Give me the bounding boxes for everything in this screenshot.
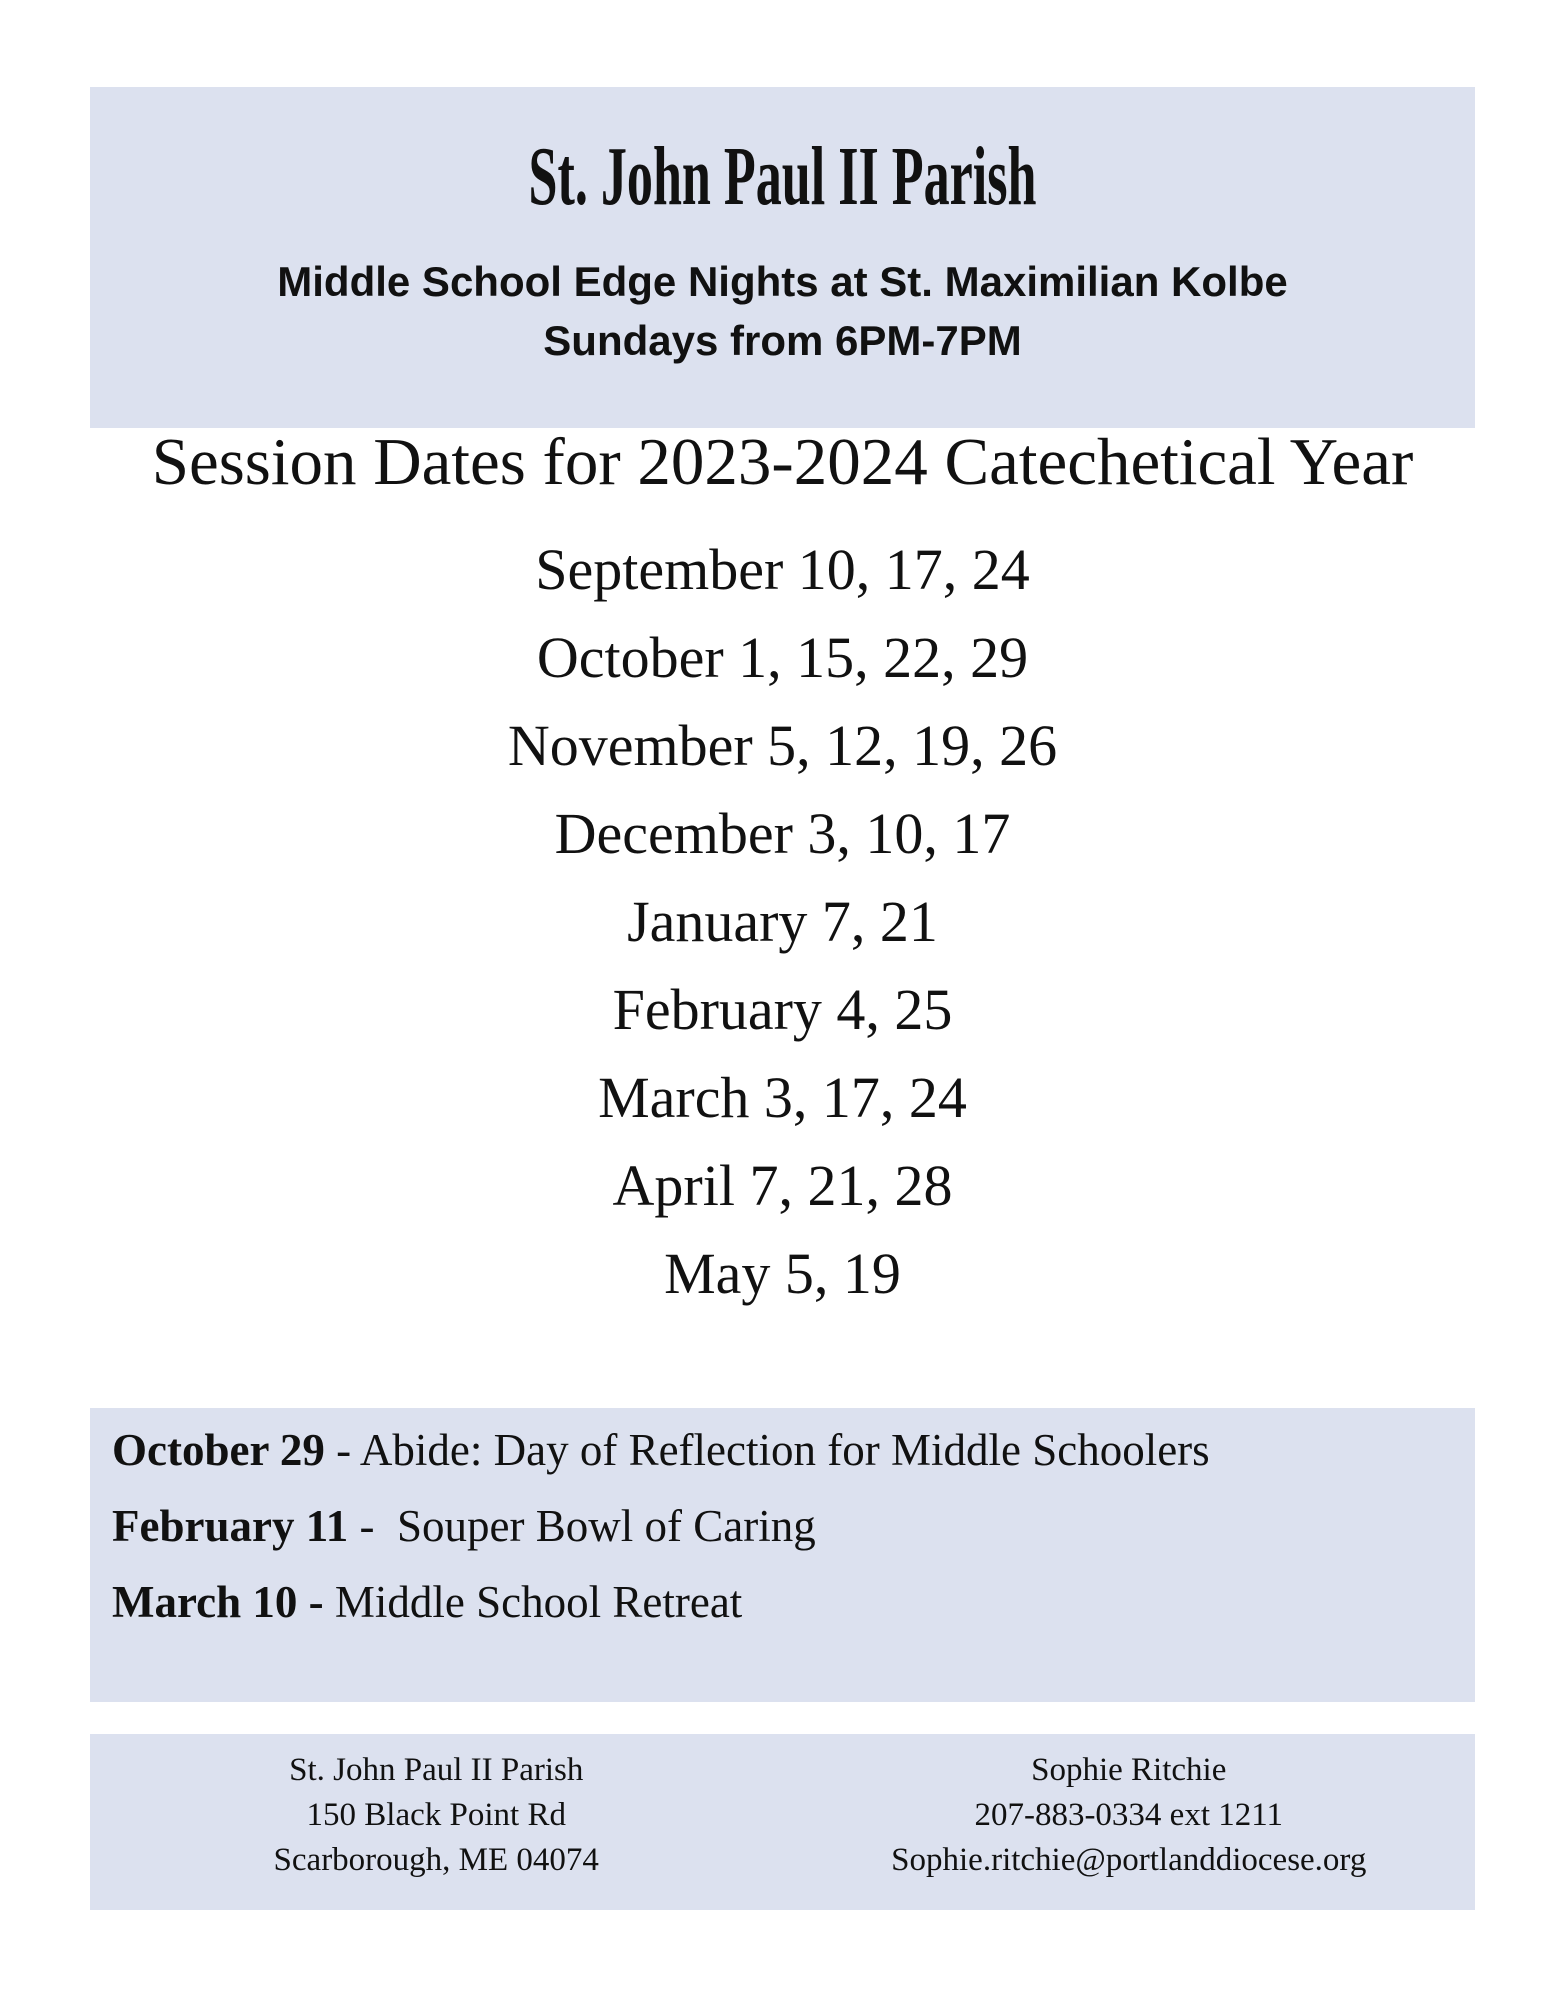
- event-date: October 29: [112, 1425, 325, 1475]
- event-separator: [324, 1577, 335, 1627]
- event-description: Abide: Day of Reflection for Middle Schoolers: [359, 1425, 1210, 1475]
- event-separator: -: [324, 1425, 360, 1475]
- session-date-line: March 3, 17, 24: [598, 1065, 967, 1130]
- session-dates-heading: Session Dates for 2023-2024 Catechetical Year: [151, 425, 1414, 499]
- footer-email-address: Sophie.ritchie@portlanddiocese.org: [891, 1842, 1367, 1878]
- footer-contact-name: Sophie Ritchie: [1031, 1752, 1227, 1788]
- session-date-line: May 5, 19: [664, 1241, 901, 1306]
- event-separator: -: [348, 1501, 397, 1551]
- event-date: March 10 -: [112, 1577, 324, 1627]
- session-date-line: January 7, 21: [627, 889, 938, 954]
- header-subtitle-line2: Sundays from 6PM-7PM: [543, 317, 1022, 364]
- session-date-line: February 4, 25: [612, 977, 953, 1042]
- footer-contact-column: [783, 1734, 1476, 1910]
- session-date-line: December 3, 10, 17: [554, 801, 1011, 866]
- header-banner: [90, 87, 1475, 428]
- special-events-box: [90, 1408, 1475, 1702]
- session-date-line: November 5, 12, 19, 26: [507, 713, 1058, 778]
- footer-parish-name: St. John Paul II Parish: [289, 1752, 584, 1788]
- event-line: [90, 1488, 1475, 1564]
- session-date-line: April 7, 21, 28: [612, 1153, 953, 1218]
- session-date-line: September 10, 17, 24: [535, 537, 1030, 602]
- event-line: [90, 1412, 1475, 1488]
- footer-contact-box: [90, 1734, 1475, 1910]
- event-description: Middle School Retreat: [334, 1577, 743, 1627]
- footer-address-column: [90, 1734, 783, 1910]
- header-subtitle: [90, 252, 1475, 370]
- footer-street-address: 150 Black Point Rd: [306, 1797, 566, 1833]
- header-subtitle-line1: Middle School Edge Nights at St. Maximilian Kolbe: [277, 258, 1288, 305]
- event-description: Souper Bowl of Caring: [396, 1501, 816, 1551]
- session-dates-list: [90, 526, 1475, 1318]
- session-date-line: October 1, 15, 22, 29: [536, 625, 1029, 690]
- footer-phone-number: 207-883-0334 ext 1211: [974, 1797, 1284, 1833]
- parish-name-title: St. John Paul II Parish: [528, 130, 1037, 223]
- event-line: [90, 1564, 1475, 1640]
- footer-city-state-zip: Scarborough, ME 04074: [273, 1842, 599, 1878]
- event-date: February 11: [112, 1501, 349, 1551]
